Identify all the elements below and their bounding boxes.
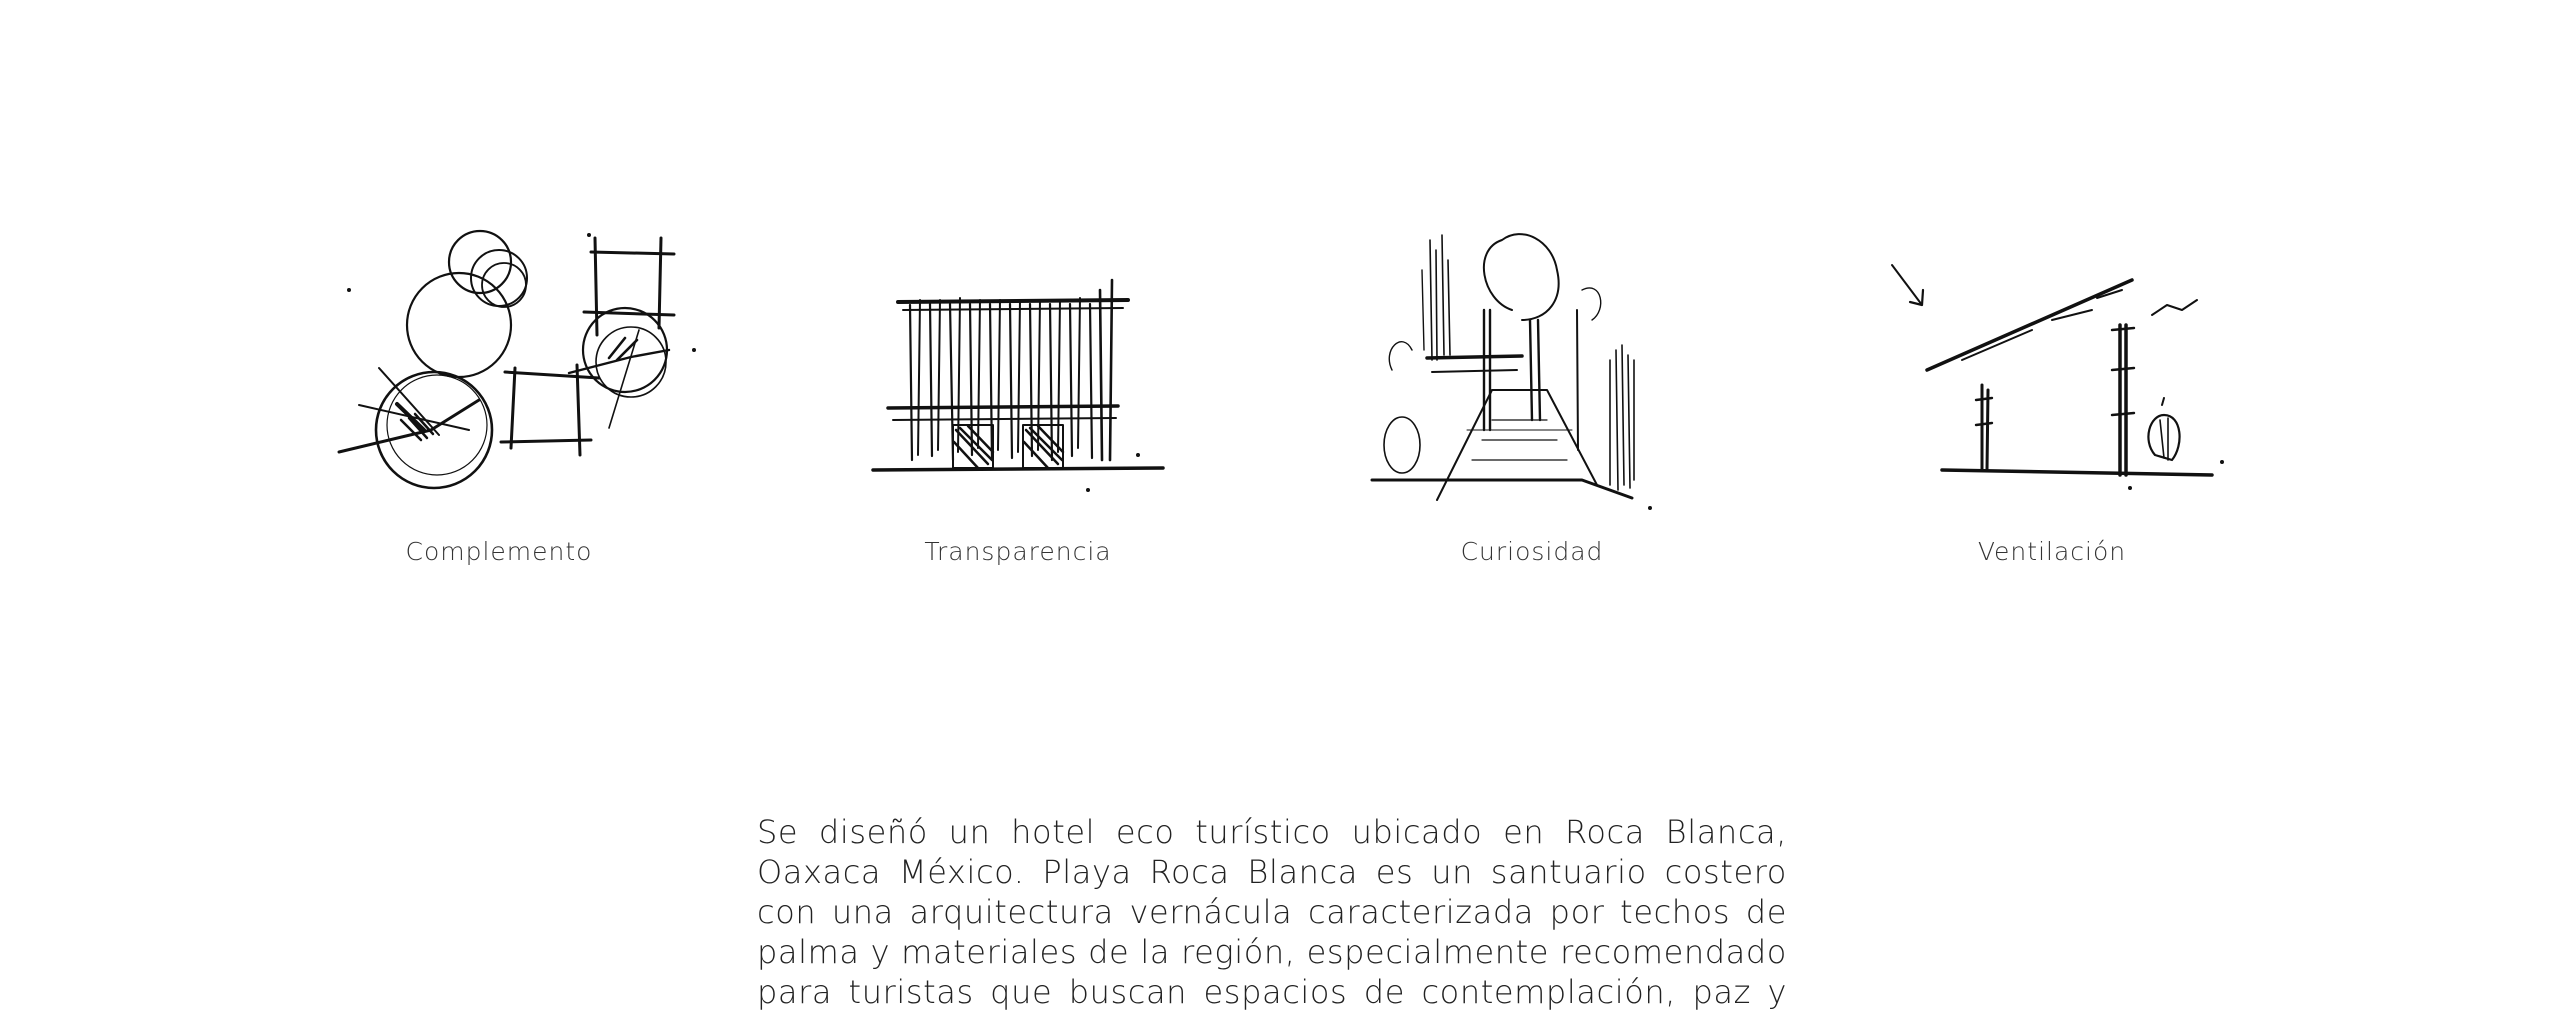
overlapping-circles-grid-sketch-icon <box>339 230 659 510</box>
concept-ventilacion <box>1892 230 2212 580</box>
project-description <box>757 812 1787 1012</box>
description-line: para turistas que buscan espacios de contemplación, paz y <box>757 973 1787 1011</box>
concept-caption: Ventilación <box>1977 537 2127 566</box>
concept-caption: Transparencia <box>924 537 1112 566</box>
concept-caption: Curiosidad <box>1460 537 1604 566</box>
vertical-slat-pavilion-sketch-icon <box>858 230 1178 510</box>
description-line: Oaxaca México. Playa Roca Blanca es un santuario costero <box>757 853 1787 891</box>
description-line: Se diseñó un hotel eco turístico ubicado en Roca Blanca, <box>757 813 1787 851</box>
concept-transparencia <box>858 230 1178 580</box>
concept-complemento <box>339 230 659 580</box>
sloped-roof-airflow-section-sketch-icon <box>1892 230 2212 510</box>
description-line: palma y materiales de la región, especialmente recomendado <box>757 933 1787 971</box>
concept-curiosidad <box>1372 230 1692 580</box>
concept-caption: Complemento <box>405 537 593 566</box>
description-line: con una arquitectura vernácula caracterizada por techos de <box>757 893 1787 931</box>
tree-lined-path-perspective-sketch-icon <box>1372 230 1692 510</box>
